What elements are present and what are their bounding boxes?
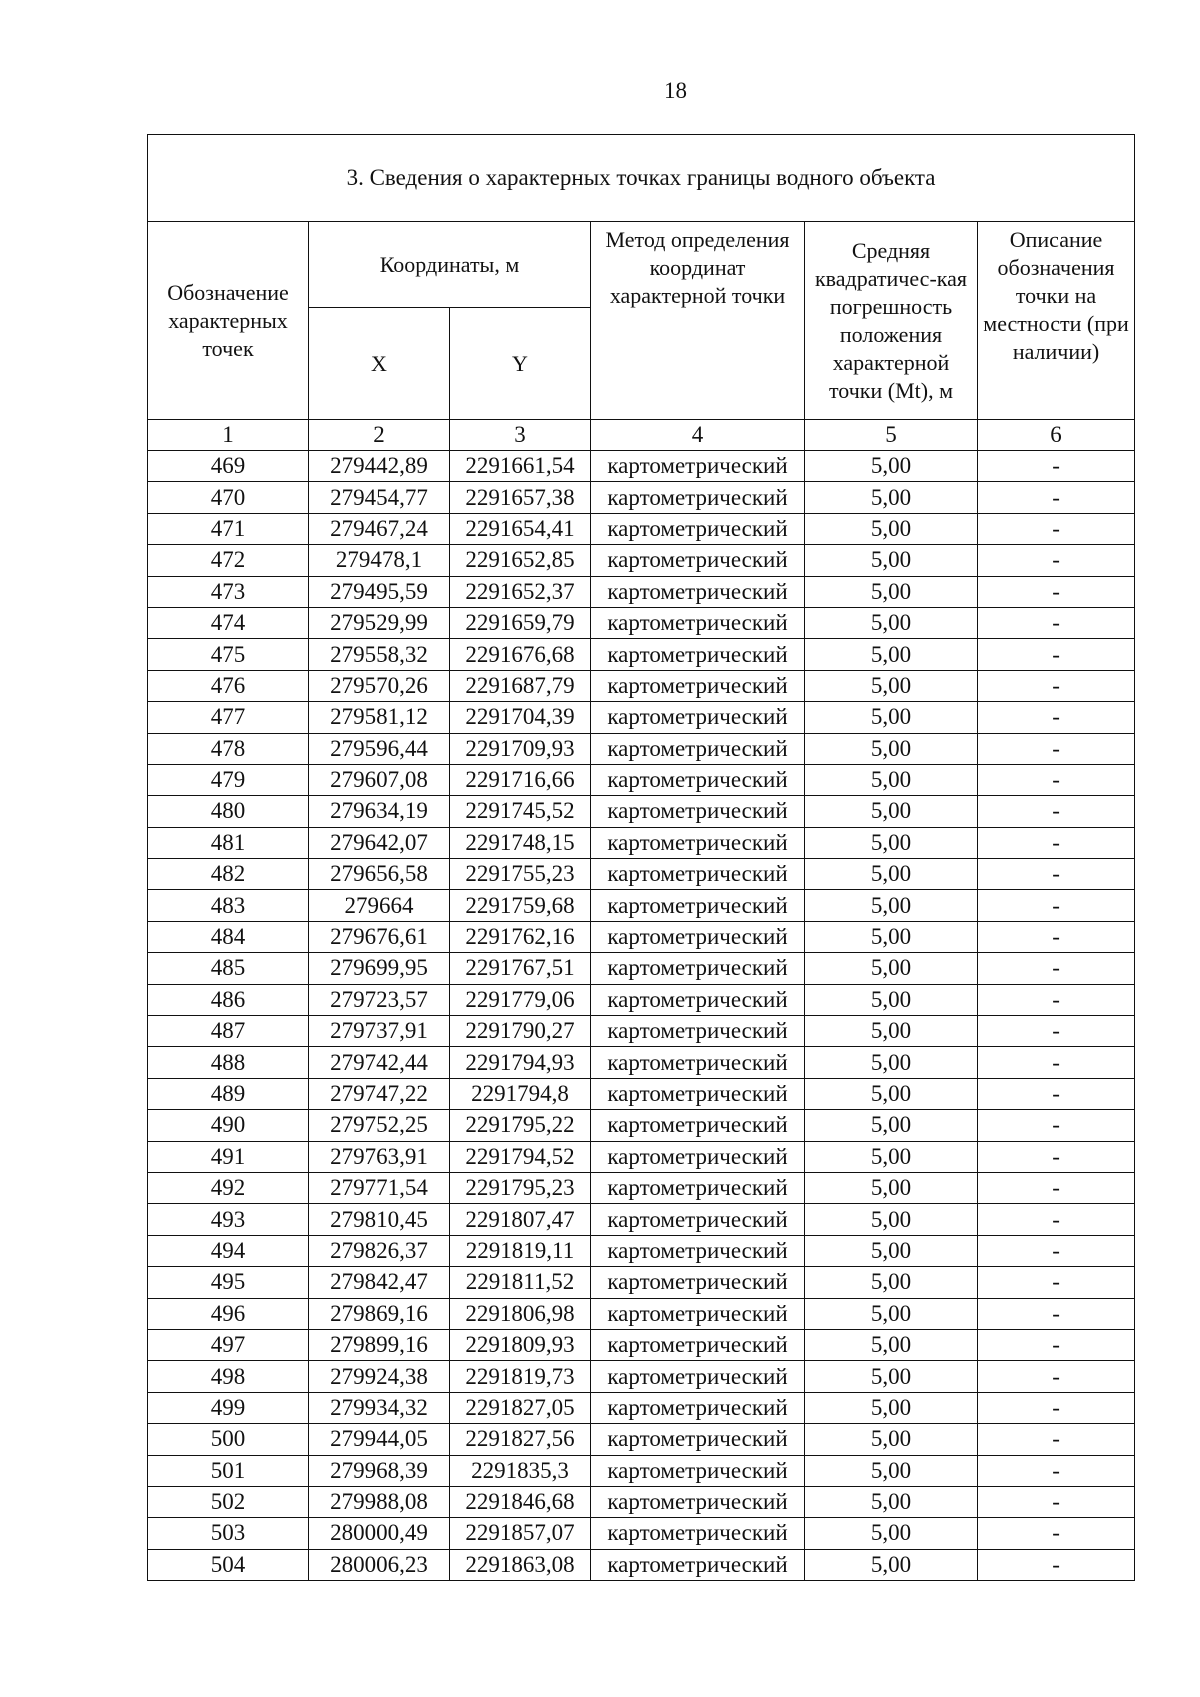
y-coord-cell: 2291755,23: [450, 859, 591, 890]
column-number: 3: [450, 420, 591, 451]
x-coord-cell: 279642,07: [309, 827, 450, 858]
y-coord-cell: 2291657,38: [450, 482, 591, 513]
y-coord-cell: 2291661,54: [450, 451, 591, 482]
error-cell: 5,00: [805, 1361, 978, 1392]
point-id-cell: 476: [148, 670, 309, 701]
x-coord-cell: 279570,26: [309, 670, 450, 701]
error-cell: 5,00: [805, 576, 978, 607]
table-row: [148, 827, 1135, 858]
y-coord-cell: 2291827,56: [450, 1424, 591, 1455]
table-row: [148, 639, 1135, 670]
y-coord-cell: 2291809,93: [450, 1329, 591, 1360]
error-cell: 5,00: [805, 1172, 978, 1203]
description-cell: -: [978, 1392, 1135, 1423]
x-coord-cell: 279581,12: [309, 702, 450, 733]
description-cell: -: [978, 1298, 1135, 1329]
x-coord-cell: 279676,61: [309, 921, 450, 952]
point-id-cell: 471: [148, 513, 309, 544]
method-cell: картометрический: [591, 796, 805, 827]
error-cell: 5,00: [805, 1298, 978, 1329]
x-coord-cell: 279529,99: [309, 607, 450, 638]
table-row: [148, 1047, 1135, 1078]
table-row: [148, 607, 1135, 638]
table-row: [148, 953, 1135, 984]
table-row: [148, 1455, 1135, 1486]
point-id-cell: 479: [148, 764, 309, 795]
method-cell: картометрический: [591, 1455, 805, 1486]
method-cell: картометрический: [591, 764, 805, 795]
point-id-cell: 503: [148, 1518, 309, 1549]
method-cell: картометрический: [591, 1078, 805, 1109]
method-cell: картометрический: [591, 607, 805, 638]
x-coord-cell: 279934,32: [309, 1392, 450, 1423]
x-coord-cell: 279842,47: [309, 1267, 450, 1298]
error-cell: 5,00: [805, 827, 978, 858]
description-cell: -: [978, 1455, 1135, 1486]
error-cell: 5,00: [805, 1235, 978, 1266]
y-coord-cell: 2291795,22: [450, 1110, 591, 1141]
error-cell: 5,00: [805, 1549, 978, 1580]
y-coord-cell: 2291709,93: [450, 733, 591, 764]
y-coord-cell: 2291652,37: [450, 576, 591, 607]
method-cell: картометрический: [591, 984, 805, 1015]
method-cell: картометрический: [591, 1518, 805, 1549]
x-coord-cell: 279752,25: [309, 1110, 450, 1141]
error-cell: 5,00: [805, 1518, 978, 1549]
method-cell: картометрический: [591, 1016, 805, 1047]
x-coord-cell: 279467,24: [309, 513, 450, 544]
method-cell: картометрический: [591, 1047, 805, 1078]
error-cell: 5,00: [805, 1204, 978, 1235]
description-cell: -: [978, 1016, 1135, 1047]
method-cell: картометрический: [591, 1549, 805, 1580]
point-id-cell: 499: [148, 1392, 309, 1423]
column-number: 2: [309, 420, 450, 451]
page-number: 18: [664, 78, 687, 103]
description-cell: -: [978, 639, 1135, 670]
header-method: Метод определения координат характерной точки: [591, 222, 805, 420]
table-row: [148, 1110, 1135, 1141]
error-cell: 5,00: [805, 1110, 978, 1141]
method-cell: картометрический: [591, 1361, 805, 1392]
column-number: 5: [805, 420, 978, 451]
x-coord-cell: 279742,44: [309, 1047, 450, 1078]
method-cell: картометрический: [591, 482, 805, 513]
error-cell: 5,00: [805, 513, 978, 544]
x-coord-cell: 279988,08: [309, 1486, 450, 1517]
error-cell: 5,00: [805, 733, 978, 764]
method-cell: картометрический: [591, 702, 805, 733]
error-cell: 5,00: [805, 1267, 978, 1298]
x-coord-cell: 279899,16: [309, 1329, 450, 1360]
x-coord-cell: 280006,23: [309, 1549, 450, 1580]
method-cell: картометрический: [591, 451, 805, 482]
error-cell: 5,00: [805, 984, 978, 1015]
description-cell: -: [978, 921, 1135, 952]
error-cell: 5,00: [805, 890, 978, 921]
error-cell: 5,00: [805, 1141, 978, 1172]
point-id-cell: 486: [148, 984, 309, 1015]
point-id-cell: 473: [148, 576, 309, 607]
error-cell: 5,00: [805, 1455, 978, 1486]
method-cell: картометрический: [591, 921, 805, 952]
method-cell: картометрический: [591, 545, 805, 576]
point-id-cell: 492: [148, 1172, 309, 1203]
table-row: [148, 1549, 1135, 1580]
x-coord-cell: 279763,91: [309, 1141, 450, 1172]
x-coord-cell: 279723,57: [309, 984, 450, 1015]
point-id-cell: 469: [148, 451, 309, 482]
table-row: [148, 1141, 1135, 1172]
y-coord-cell: 2291807,47: [450, 1204, 591, 1235]
description-cell: -: [978, 1361, 1135, 1392]
y-coord-cell: 2291863,08: [450, 1549, 591, 1580]
error-cell: 5,00: [805, 451, 978, 482]
description-cell: -: [978, 1549, 1135, 1580]
table-row: [148, 1078, 1135, 1109]
method-cell: картометрический: [591, 890, 805, 921]
error-cell: 5,00: [805, 482, 978, 513]
table-row: [148, 1518, 1135, 1549]
table-row: [148, 1392, 1135, 1423]
description-cell: -: [978, 513, 1135, 544]
method-cell: картометрический: [591, 1424, 805, 1455]
point-id-cell: 496: [148, 1298, 309, 1329]
point-id-cell: 501: [148, 1455, 309, 1486]
x-coord-cell: 279634,19: [309, 796, 450, 827]
y-coord-cell: 2291676,68: [450, 639, 591, 670]
description-cell: -: [978, 1424, 1135, 1455]
point-id-cell: 495: [148, 1267, 309, 1298]
x-coord-cell: 279826,37: [309, 1235, 450, 1266]
y-coord-cell: 2291794,93: [450, 1047, 591, 1078]
table-row: [148, 1298, 1135, 1329]
table-row: [148, 1016, 1135, 1047]
description-cell: -: [978, 1518, 1135, 1549]
description-cell: -: [978, 827, 1135, 858]
boundary-points-table: [147, 134, 1135, 1581]
x-coord-cell: 279968,39: [309, 1455, 450, 1486]
error-cell: 5,00: [805, 953, 978, 984]
table-row: [148, 859, 1135, 890]
table-row: [148, 482, 1135, 513]
y-coord-cell: 2291857,07: [450, 1518, 591, 1549]
table-row: [148, 1329, 1135, 1360]
description-cell: -: [978, 1172, 1135, 1203]
error-cell: 5,00: [805, 1486, 978, 1517]
column-number: 1: [148, 420, 309, 451]
description-cell: -: [978, 451, 1135, 482]
error-cell: 5,00: [805, 796, 978, 827]
description-cell: -: [978, 1267, 1135, 1298]
point-id-cell: 493: [148, 1204, 309, 1235]
y-coord-cell: 2291835,3: [450, 1455, 591, 1486]
method-cell: картометрический: [591, 1486, 805, 1517]
method-cell: картометрический: [591, 639, 805, 670]
error-cell: 5,00: [805, 1078, 978, 1109]
description-cell: -: [978, 984, 1135, 1015]
y-coord-cell: 2291687,79: [450, 670, 591, 701]
point-id-cell: 481: [148, 827, 309, 858]
method-cell: картометрический: [591, 859, 805, 890]
table-row: [148, 1424, 1135, 1455]
column-number: 4: [591, 420, 805, 451]
description-cell: -: [978, 764, 1135, 795]
point-id-cell: 491: [148, 1141, 309, 1172]
y-coord-cell: 2291795,23: [450, 1172, 591, 1203]
header-coords: Координаты, м: [309, 222, 591, 308]
description-cell: -: [978, 1141, 1135, 1172]
method-cell: картометрический: [591, 576, 805, 607]
description-cell: -: [978, 859, 1135, 890]
x-coord-cell: 279664: [309, 890, 450, 921]
method-cell: картометрический: [591, 670, 805, 701]
method-cell: картометрический: [591, 513, 805, 544]
x-coord-cell: 279607,08: [309, 764, 450, 795]
table-row: [148, 1361, 1135, 1392]
point-id-cell: 472: [148, 545, 309, 576]
point-id-cell: 484: [148, 921, 309, 952]
method-cell: картометрический: [591, 953, 805, 984]
description-cell: -: [978, 890, 1135, 921]
y-coord-cell: 2291819,73: [450, 1361, 591, 1392]
point-id-cell: 489: [148, 1078, 309, 1109]
y-coord-cell: 2291654,41: [450, 513, 591, 544]
description-cell: -: [978, 702, 1135, 733]
description-cell: -: [978, 1078, 1135, 1109]
point-id-cell: 497: [148, 1329, 309, 1360]
point-id-cell: 490: [148, 1110, 309, 1141]
method-cell: картометрический: [591, 827, 805, 858]
table-row: [148, 702, 1135, 733]
x-coord-cell: 279478,1: [309, 545, 450, 576]
y-coord-cell: 2291716,66: [450, 764, 591, 795]
table-row: [148, 796, 1135, 827]
description-cell: -: [978, 576, 1135, 607]
method-cell: картометрический: [591, 1267, 805, 1298]
point-id-cell: 477: [148, 702, 309, 733]
point-id-cell: 480: [148, 796, 309, 827]
point-id-cell: 482: [148, 859, 309, 890]
x-coord-cell: 279442,89: [309, 451, 450, 482]
table-row: [148, 576, 1135, 607]
y-coord-cell: 2291819,11: [450, 1235, 591, 1266]
x-coord-cell: 279596,44: [309, 733, 450, 764]
table-row: [148, 921, 1135, 952]
description-cell: -: [978, 1486, 1135, 1517]
y-coord-cell: 2291790,27: [450, 1016, 591, 1047]
method-cell: картометрический: [591, 1110, 805, 1141]
method-cell: картометрический: [591, 1329, 805, 1360]
header-point: Обозначение характерных точек: [148, 222, 309, 420]
description-cell: -: [978, 733, 1135, 764]
method-cell: картометрический: [591, 733, 805, 764]
x-coord-cell: 280000,49: [309, 1518, 450, 1549]
error-cell: 5,00: [805, 921, 978, 952]
description-cell: -: [978, 1235, 1135, 1266]
method-cell: картометрический: [591, 1204, 805, 1235]
method-cell: картометрический: [591, 1141, 805, 1172]
table-row: [148, 545, 1135, 576]
y-coord-cell: 2291811,52: [450, 1267, 591, 1298]
y-coord-cell: 2291827,05: [450, 1392, 591, 1423]
x-coord-cell: 279656,58: [309, 859, 450, 890]
section-title: 3. Сведения о характерных точках границы водного объекта: [148, 135, 1135, 222]
x-coord-cell: 279737,91: [309, 1016, 450, 1047]
y-coord-cell: 2291704,39: [450, 702, 591, 733]
table-row: [148, 513, 1135, 544]
table-row: [148, 733, 1135, 764]
y-coord-cell: 2291652,85: [450, 545, 591, 576]
error-cell: 5,00: [805, 545, 978, 576]
x-coord-cell: 279924,38: [309, 1361, 450, 1392]
y-coord-cell: 2291767,51: [450, 953, 591, 984]
description-cell: -: [978, 482, 1135, 513]
error-cell: 5,00: [805, 1016, 978, 1047]
description-cell: -: [978, 1204, 1135, 1235]
method-cell: картометрический: [591, 1298, 805, 1329]
table-row: [148, 1486, 1135, 1517]
table-row: [148, 1235, 1135, 1266]
error-cell: 5,00: [805, 1424, 978, 1455]
table-row: [148, 451, 1135, 482]
x-coord-cell: 279495,59: [309, 576, 450, 607]
point-id-cell: 504: [148, 1549, 309, 1580]
point-id-cell: 483: [148, 890, 309, 921]
table-row: [148, 1204, 1135, 1235]
table-row: [148, 670, 1135, 701]
y-coord-cell: 2291659,79: [450, 607, 591, 638]
description-cell: -: [978, 545, 1135, 576]
error-cell: 5,00: [805, 670, 978, 701]
description-cell: -: [978, 1047, 1135, 1078]
y-coord-cell: 2291745,52: [450, 796, 591, 827]
point-id-cell: 478: [148, 733, 309, 764]
description-cell: -: [978, 670, 1135, 701]
point-id-cell: 470: [148, 482, 309, 513]
description-cell: -: [978, 953, 1135, 984]
x-coord-cell: 279454,77: [309, 482, 450, 513]
column-number: 6: [978, 420, 1135, 451]
x-coord-cell: 279558,32: [309, 639, 450, 670]
table-row: [148, 764, 1135, 795]
y-coord-cell: 2291748,15: [450, 827, 591, 858]
error-cell: 5,00: [805, 702, 978, 733]
error-cell: 5,00: [805, 607, 978, 638]
x-coord-cell: 279699,95: [309, 953, 450, 984]
error-cell: 5,00: [805, 1047, 978, 1078]
header-description: Описание обозначения точки на местности (при наличии): [978, 222, 1135, 420]
method-cell: картометрический: [591, 1172, 805, 1203]
header-x: X: [309, 308, 450, 420]
point-id-cell: 487: [148, 1016, 309, 1047]
description-cell: -: [978, 1110, 1135, 1141]
point-id-cell: 500: [148, 1424, 309, 1455]
point-id-cell: 502: [148, 1486, 309, 1517]
y-coord-cell: 2291846,68: [450, 1486, 591, 1517]
point-id-cell: 494: [148, 1235, 309, 1266]
point-id-cell: 475: [148, 639, 309, 670]
point-id-cell: 498: [148, 1361, 309, 1392]
x-coord-cell: 279869,16: [309, 1298, 450, 1329]
header-error: Средняя квадратичес-кая погрешность положения характерной точки (Mt), м: [805, 222, 978, 420]
table-row: [148, 1172, 1135, 1203]
error-cell: 5,00: [805, 639, 978, 670]
y-coord-cell: 2291762,16: [450, 921, 591, 952]
table-row: [148, 1267, 1135, 1298]
y-coord-cell: 2291779,06: [450, 984, 591, 1015]
x-coord-cell: 279771,54: [309, 1172, 450, 1203]
error-cell: 5,00: [805, 1329, 978, 1360]
y-coord-cell: 2291759,68: [450, 890, 591, 921]
x-coord-cell: 279944,05: [309, 1424, 450, 1455]
point-id-cell: 474: [148, 607, 309, 638]
description-cell: -: [978, 1329, 1135, 1360]
table-row: [148, 890, 1135, 921]
error-cell: 5,00: [805, 859, 978, 890]
y-coord-cell: 2291806,98: [450, 1298, 591, 1329]
description-cell: -: [978, 607, 1135, 638]
method-cell: картометрический: [591, 1235, 805, 1266]
point-id-cell: 485: [148, 953, 309, 984]
y-coord-cell: 2291794,8: [450, 1078, 591, 1109]
y-coord-cell: 2291794,52: [450, 1141, 591, 1172]
error-cell: 5,00: [805, 764, 978, 795]
x-coord-cell: 279810,45: [309, 1204, 450, 1235]
method-cell: картометрический: [591, 1392, 805, 1423]
header-y: Y: [450, 308, 591, 420]
error-cell: 5,00: [805, 1392, 978, 1423]
point-id-cell: 488: [148, 1047, 309, 1078]
x-coord-cell: 279747,22: [309, 1078, 450, 1109]
table-row: [148, 984, 1135, 1015]
description-cell: -: [978, 796, 1135, 827]
column-number-row: [148, 420, 1135, 451]
